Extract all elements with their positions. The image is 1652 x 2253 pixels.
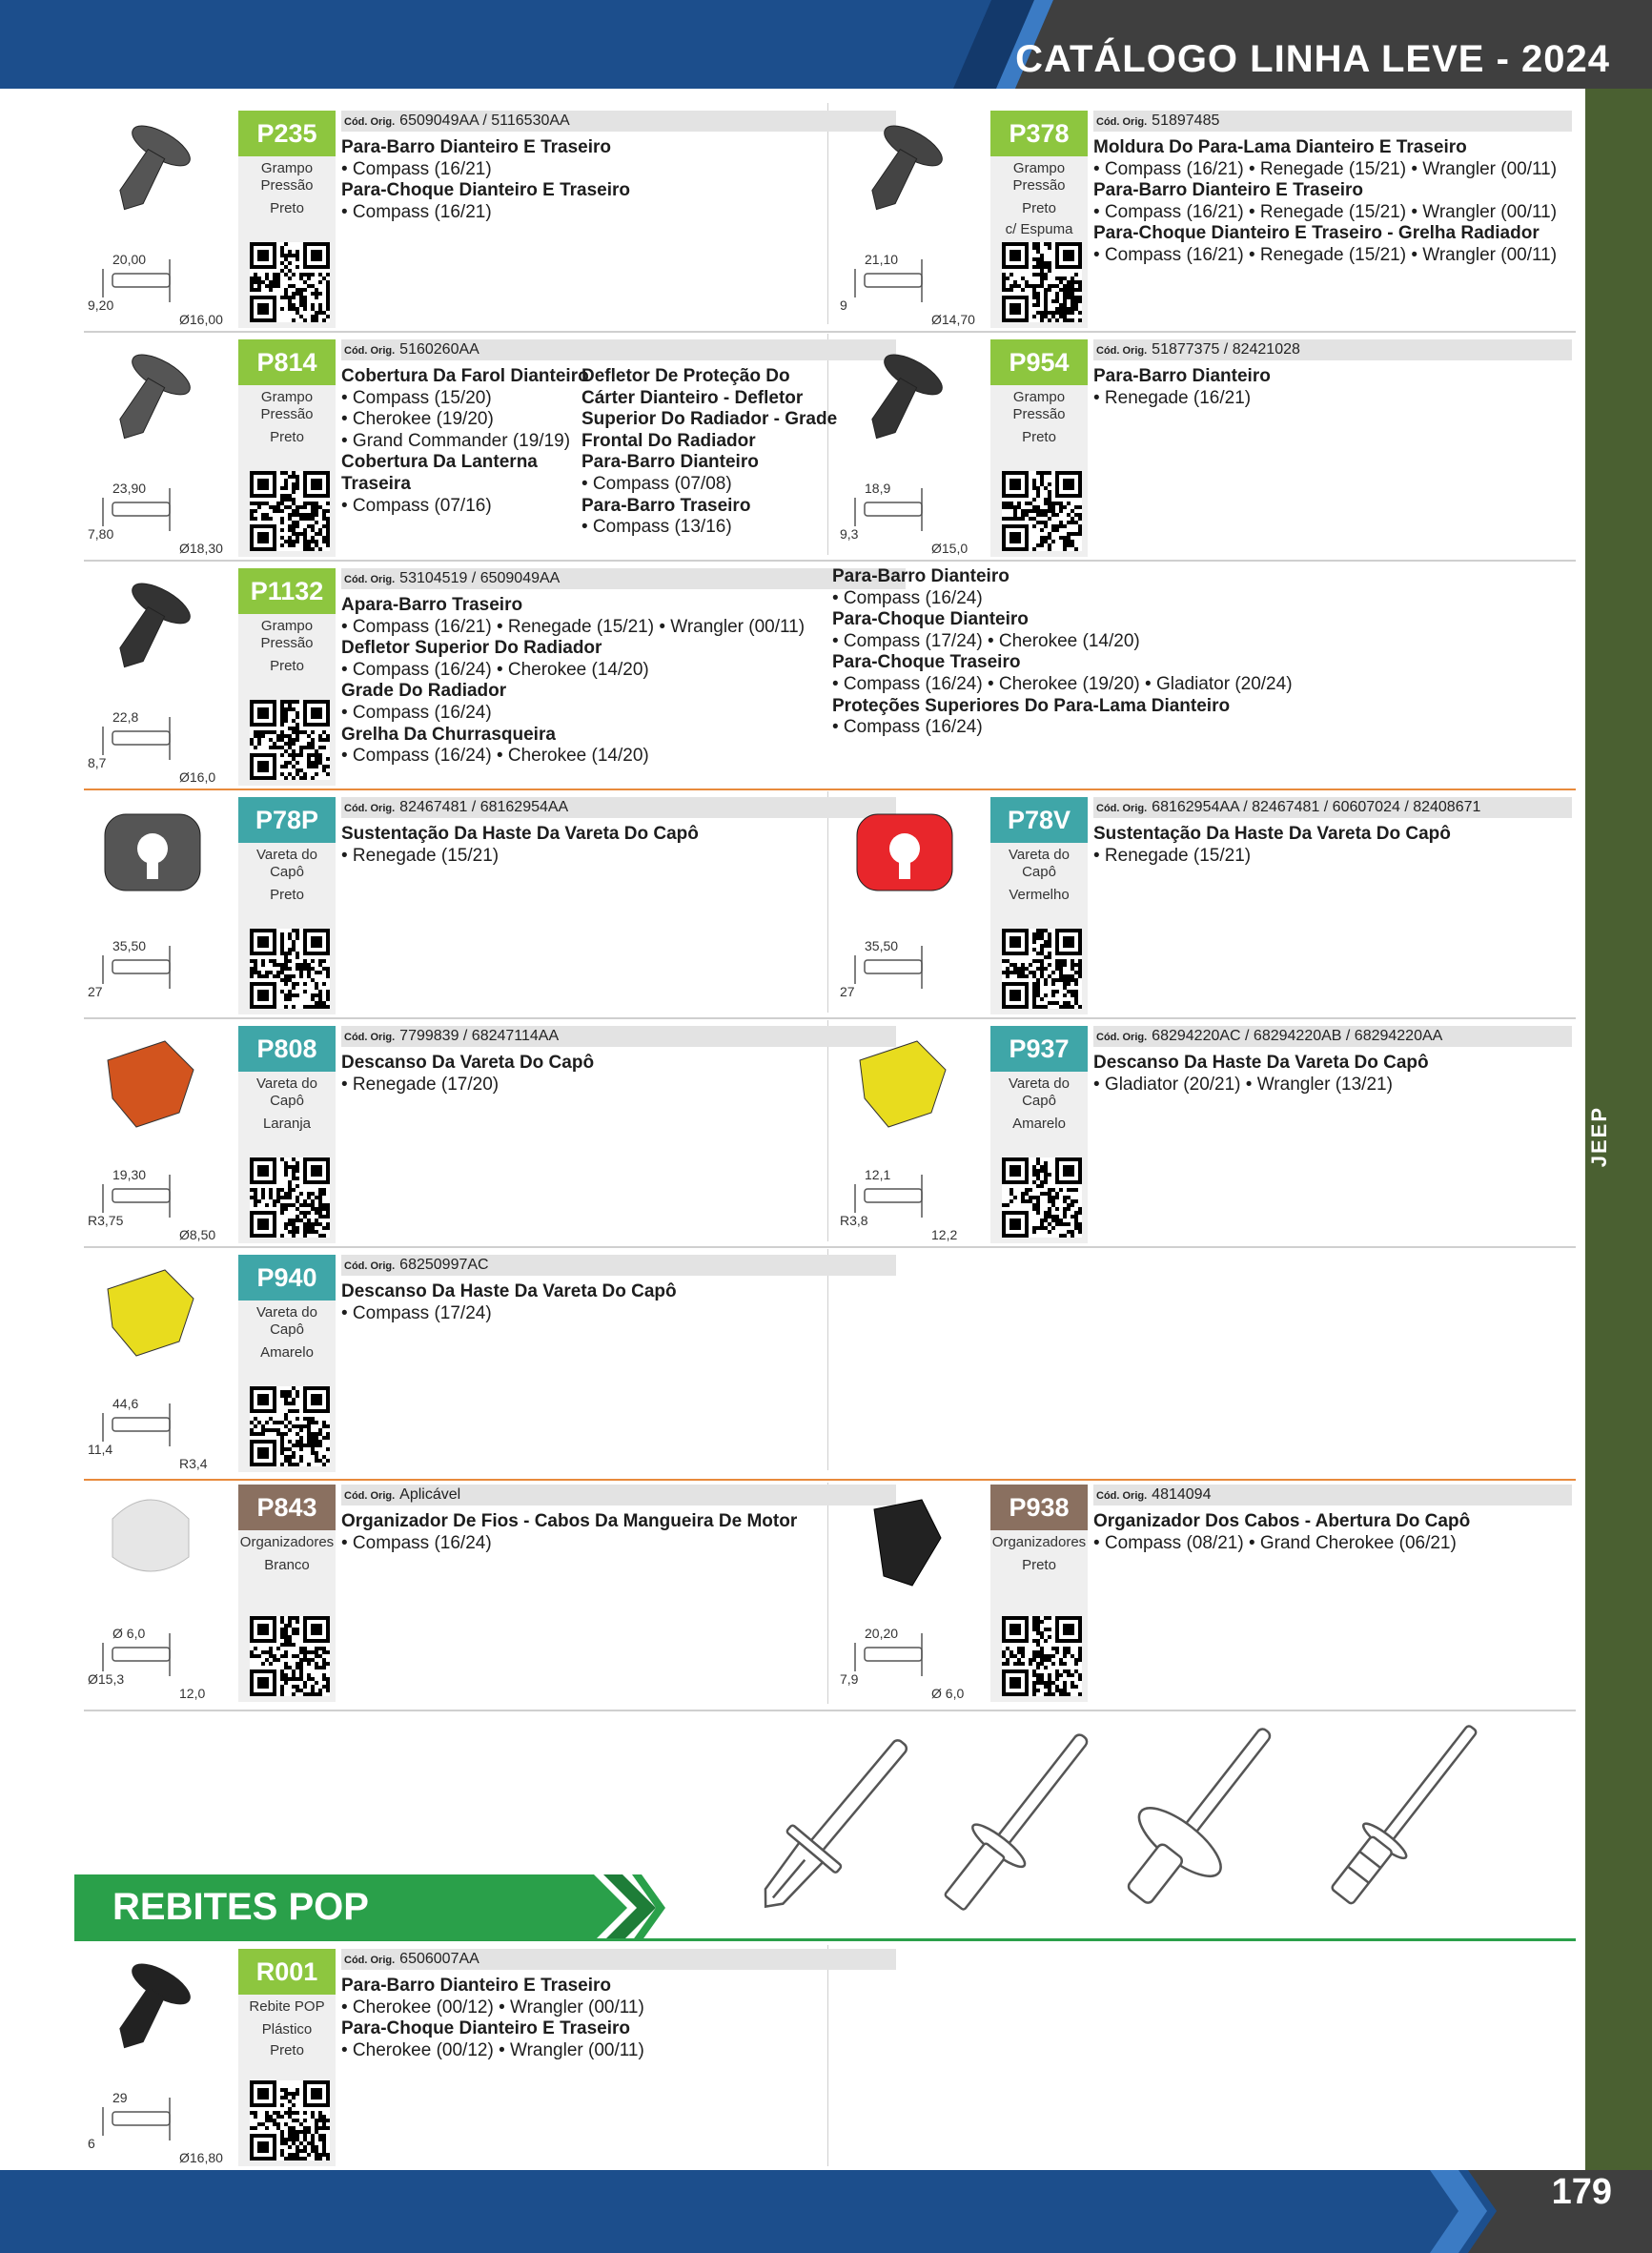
application-models: • Cherokee (00/12) • Wrangler (00/11) xyxy=(341,2039,644,2060)
application-title: Apara-Barro Traseiro xyxy=(341,595,523,615)
product-variant: Preto xyxy=(270,2042,304,2058)
product-entry xyxy=(84,793,904,1022)
product-variant: Preto xyxy=(270,658,304,674)
dimension-label: 35,50 xyxy=(865,938,899,953)
dimension-label: 22,8 xyxy=(112,709,139,725)
original-code-value: Aplicável xyxy=(399,1486,461,1503)
code-box xyxy=(238,797,336,1014)
original-code-value: 4814094 xyxy=(1152,1486,1212,1503)
dimension-label: 12,1 xyxy=(865,1167,891,1182)
product-entry xyxy=(84,107,904,336)
application-list xyxy=(1093,137,1557,267)
original-code xyxy=(341,1255,896,1276)
application-title: Descanso Da Haste Da Vareta Do Capô xyxy=(341,1281,677,1301)
application-title: Para-Barro Dianteiro xyxy=(832,566,1010,586)
product-variant: Preto xyxy=(270,429,304,445)
application-models: • Renegade (15/21) xyxy=(1093,845,1252,866)
dimension-label: 7,9 xyxy=(840,1671,859,1687)
product-variant: Preto xyxy=(270,887,304,903)
product-category: Grampo Pressão xyxy=(260,160,314,194)
application-models: • Grand Commander (19/19) xyxy=(341,430,571,451)
product-variant: Laranja xyxy=(262,1116,312,1132)
application-list-secondary xyxy=(581,366,837,539)
application-models: • Compass (16/21) xyxy=(341,201,492,222)
original-code xyxy=(1093,111,1572,132)
dimension-label: Ø15,3 xyxy=(88,1671,125,1687)
application-models: • Compass (16/24) xyxy=(341,1532,492,1553)
catalog-title: CATÁLOGO LINHA LEVE - 2024 xyxy=(1015,38,1610,80)
original-code xyxy=(341,797,896,818)
application-title: Para-Choque Dianteiro E Traseiro xyxy=(341,2018,631,2039)
page-number: 179 xyxy=(1551,2172,1612,2212)
product-variant: Preto xyxy=(1022,1557,1056,1573)
original-code-label: Cód. Orig. xyxy=(344,345,396,357)
code-box xyxy=(238,1485,336,1702)
product-category: Grampo Pressão xyxy=(1012,160,1066,194)
application-models: • Compass (15/20) xyxy=(341,387,492,408)
application-models: • Compass (16/21) • Renegade (15/21) • Wrangler (00/11) xyxy=(1093,244,1558,265)
original-code-value: 6506007AA xyxy=(399,1951,479,1967)
application-models: • Compass (16/24) • Cherokee (14/20) xyxy=(341,746,649,767)
original-code-value: 51877375 / 82421028 xyxy=(1152,341,1300,358)
product-code: P954 xyxy=(990,339,1088,385)
application-models: • Compass (13/16) xyxy=(581,517,732,538)
product-entry xyxy=(84,1022,904,1251)
dimension-label: Ø8,50 xyxy=(179,1227,216,1242)
application-models: • Compass (07/08) xyxy=(581,473,732,494)
dimension-label: Ø 6,0 xyxy=(112,1626,146,1641)
dimension-label: 8,7 xyxy=(88,755,107,770)
product-category: Vareta do Capô xyxy=(256,1304,317,1338)
dimension-label: 12,0 xyxy=(179,1686,206,1701)
original-code xyxy=(341,339,896,360)
original-code-label: Cód. Orig. xyxy=(1096,1032,1148,1043)
code-box xyxy=(990,339,1088,557)
application-models: • Compass (16/24) xyxy=(832,587,983,608)
original-code-value: 68162954AA / 82467481 / 60607024 / 82408671 xyxy=(1152,799,1481,815)
product-category: Grampo Pressão xyxy=(260,618,314,651)
application-list xyxy=(341,1511,797,1554)
product-category: Organizadores xyxy=(991,1534,1087,1550)
product-variant: Preto xyxy=(270,200,304,216)
qr-code-icon xyxy=(250,1157,330,1238)
dimension-label: 29 xyxy=(112,2090,128,2105)
qr-code-icon xyxy=(250,1616,330,1696)
original-code-label: Cód. Orig. xyxy=(344,574,396,585)
dimension-label: Ø16,00 xyxy=(179,312,223,327)
dimension-label: Ø16,80 xyxy=(179,2150,223,2165)
dimension-label: Ø18,30 xyxy=(179,541,223,556)
application-list xyxy=(341,366,589,517)
application-models: • Compass (16/24) xyxy=(832,717,983,738)
part-image xyxy=(84,793,225,1022)
application-list xyxy=(341,1281,677,1324)
application-models: • Compass (17/24) • Cherokee (14/20) xyxy=(832,630,1140,651)
qr-code-icon xyxy=(250,2080,330,2161)
original-code-value: 51897485 xyxy=(1152,113,1220,129)
original-code-value: 5160260AA xyxy=(399,341,479,358)
product-code: P814 xyxy=(238,339,336,385)
product-entry xyxy=(84,1481,904,1710)
qr-code-icon xyxy=(250,700,330,780)
product-category: Vareta do Capô xyxy=(256,847,317,880)
dimension-label: Ø 6,0 xyxy=(931,1686,965,1701)
application-title: Para-Barro Dianteiro xyxy=(1093,366,1271,386)
product-code: P378 xyxy=(990,111,1088,156)
application-title: Sustentação Da Haste Da Vareta Do Capô xyxy=(1093,824,1451,844)
product-entry xyxy=(836,1481,1580,1710)
page-header xyxy=(0,0,1652,89)
original-code-value: 68294220AC / 68294220AB / 68294220AA xyxy=(1152,1028,1443,1044)
product-entry xyxy=(836,1022,1580,1251)
product-code: R001 xyxy=(238,1949,336,1995)
application-title: Cobertura Da Lanterna xyxy=(341,452,538,473)
product-entry xyxy=(84,336,904,564)
original-code xyxy=(1093,339,1572,360)
dimension-label: 44,6 xyxy=(112,1396,139,1411)
application-title: Traseira xyxy=(341,473,411,494)
application-title: Para-Choque Dianteiro E Traseiro xyxy=(341,180,631,201)
qr-code-icon xyxy=(1002,929,1082,1009)
code-box xyxy=(990,1485,1088,1702)
product-category: Vareta do Capô xyxy=(1009,847,1070,880)
original-code xyxy=(341,1026,896,1047)
application-list xyxy=(341,1053,594,1096)
application-title: Moldura Do Para-Lama Dianteiro E Traseiro xyxy=(1093,137,1467,157)
original-code-value: 53104519 / 6509049AA xyxy=(399,570,561,586)
application-title: Para-Barro Dianteiro xyxy=(581,452,759,473)
application-models: • Compass (16/24) • Cherokee (19/20) • Gladiator (20/24) xyxy=(832,673,1293,694)
dimension-label: 9,20 xyxy=(88,297,114,313)
dimension-label: Ø15,0 xyxy=(931,541,969,556)
dimension-label: 21,10 xyxy=(865,252,899,267)
dimension-label: 9,3 xyxy=(840,526,859,542)
code-box xyxy=(238,111,336,328)
code-box xyxy=(990,111,1088,328)
application-list-secondary xyxy=(832,566,1293,739)
product-variant: c/ Espuma xyxy=(1005,221,1073,237)
product-code: P808 xyxy=(238,1026,336,1072)
product-category: Grampo Pressão xyxy=(1012,389,1066,422)
application-models: • Compass (16/21) • Renegade (15/21) • Wrangler (00/11) xyxy=(1093,201,1558,222)
application-title: Para-Choque Dianteiro E Traseiro - Grelha Radiador xyxy=(1093,223,1540,244)
original-code xyxy=(341,111,896,132)
application-title: Para-Choque Traseiro xyxy=(832,652,1021,673)
dimension-label: 18,9 xyxy=(865,481,891,496)
application-models: • Compass (16/21) xyxy=(341,158,492,179)
application-title: Frontal Do Radiador xyxy=(581,430,756,451)
application-models: • Compass (16/24) • Cherokee (14/20) xyxy=(341,659,649,680)
dimension-label: 27 xyxy=(88,984,103,999)
application-title: Grade Do Radiador xyxy=(341,681,507,702)
original-code-value: 82467481 / 68162954AA xyxy=(399,799,569,815)
original-code xyxy=(1093,1026,1572,1047)
part-image xyxy=(836,793,977,1022)
dimension-label: R3,75 xyxy=(88,1213,124,1228)
original-code xyxy=(341,1485,896,1505)
dimension-label: 19,30 xyxy=(112,1167,147,1182)
application-list xyxy=(1093,1511,1470,1554)
rivets-illustration xyxy=(705,1716,1525,1936)
product-category: Rebite POP xyxy=(249,1998,325,2015)
product-category: Organizadores xyxy=(239,1534,335,1550)
original-code-label: Cód. Orig. xyxy=(344,116,396,128)
application-title: Organizador Dos Cabos - Abertura Do Capô xyxy=(1093,1511,1471,1531)
dimension-label: 7,80 xyxy=(88,526,114,542)
brand-label: JEEP xyxy=(1587,1106,1611,1168)
application-list xyxy=(1093,1053,1429,1096)
application-models: • Gladiator (20/21) • Wrangler (13/21) xyxy=(1093,1074,1393,1095)
application-title: Sustentação Da Haste Da Vareta Do Capô xyxy=(341,824,699,844)
application-title: Para-Barro Dianteiro E Traseiro xyxy=(341,1976,611,1996)
qr-code-icon xyxy=(1002,242,1082,322)
application-title: Para-Barro Dianteiro E Traseiro xyxy=(341,137,611,157)
original-code-value: 6509049AA / 5116530AA xyxy=(399,113,570,129)
row-divider xyxy=(84,1710,1576,1711)
product-category: Grampo Pressão xyxy=(260,389,314,422)
dimension-label: R3,8 xyxy=(840,1213,868,1228)
application-list xyxy=(341,137,630,223)
application-title: Para-Barro Traseiro xyxy=(581,495,751,516)
product-code: P843 xyxy=(238,1485,336,1530)
part-image xyxy=(836,107,977,336)
dimension-label: 27 xyxy=(840,984,855,999)
application-models: • Compass (16/21) • Renegade (15/21) • Wrangler (00/11) xyxy=(1093,158,1558,179)
product-entry xyxy=(836,336,1580,564)
dimension-label: R3,4 xyxy=(179,1456,208,1471)
product-entry xyxy=(84,1945,904,2174)
dimension-label: 23,90 xyxy=(112,481,147,496)
dimension-label: 20,20 xyxy=(865,1626,899,1641)
code-box xyxy=(990,1026,1088,1243)
dimension-label: Ø14,70 xyxy=(931,312,975,327)
dimension-label: 20,00 xyxy=(112,252,147,267)
original-code-label: Cód. Orig. xyxy=(1096,1490,1148,1502)
application-title: Cárter Dianteiro - Defletor xyxy=(581,387,804,408)
product-entry xyxy=(84,1251,904,1480)
application-title: Para-Barro Dianteiro E Traseiro xyxy=(1093,180,1363,201)
original-code-label: Cód. Orig. xyxy=(344,1955,396,1966)
application-models: • Compass (07/16) xyxy=(341,495,492,516)
application-title: Superior Do Radiador - Grade xyxy=(581,409,838,430)
product-code: P937 xyxy=(990,1026,1088,1072)
application-list xyxy=(341,824,699,867)
original-code-label: Cód. Orig. xyxy=(1096,345,1148,357)
product-variant: Amarelo xyxy=(260,1344,314,1361)
qr-code-icon xyxy=(250,242,330,322)
product-code: P1132 xyxy=(238,568,336,614)
qr-code-icon xyxy=(1002,471,1082,551)
code-box xyxy=(238,339,336,557)
qr-code-icon xyxy=(1002,1616,1082,1696)
original-code-label: Cód. Orig. xyxy=(344,1490,396,1502)
section-underline xyxy=(74,1938,1576,1941)
product-variant: Amarelo xyxy=(1012,1116,1066,1132)
application-title: Organizador De Fios - Cabos Da Mangueira De Motor xyxy=(341,1511,798,1531)
product-variant: Preto xyxy=(1022,429,1056,445)
product-category: Vareta do Capô xyxy=(256,1075,317,1109)
original-code xyxy=(341,568,906,589)
application-models: • Compass (17/24) xyxy=(341,1302,492,1323)
application-models: • Renegade (15/21) xyxy=(341,845,500,866)
application-models: • Compass (16/21) • Renegade (15/21) • Wrangler (00/11) xyxy=(341,616,806,637)
original-code-label: Cód. Orig. xyxy=(344,1032,396,1043)
application-list xyxy=(341,595,805,768)
application-title: Descanso Da Vareta Do Capô xyxy=(341,1053,595,1073)
application-models: • Compass (16/24) xyxy=(341,702,492,723)
application-models: • Compass (08/21) • Grand Cherokee (06/21) xyxy=(1093,1532,1457,1553)
qr-code-icon xyxy=(250,471,330,551)
product-entry xyxy=(84,564,1571,793)
original-code-label: Cód. Orig. xyxy=(1096,116,1148,128)
original-code-label: Cód. Orig. xyxy=(344,803,396,814)
application-list xyxy=(1093,824,1451,867)
application-list xyxy=(341,1976,644,2061)
application-title: Para-Choque Dianteiro xyxy=(832,609,1029,630)
product-variant: Branco xyxy=(264,1557,310,1573)
original-code xyxy=(1093,1485,1572,1505)
code-box xyxy=(990,797,1088,1014)
product-code: P235 xyxy=(238,111,336,156)
application-list xyxy=(1093,366,1271,409)
original-code xyxy=(341,1949,896,1970)
original-code xyxy=(1093,797,1572,818)
dimension-label: Ø16,0 xyxy=(179,769,216,785)
product-variant: Preto xyxy=(1022,200,1056,216)
product-variant: Vermelho xyxy=(1009,887,1070,903)
qr-code-icon xyxy=(250,929,330,1009)
application-models: • Cherokee (19/20) xyxy=(341,409,494,430)
dimension-label: 6 xyxy=(88,2136,95,2151)
product-variant: Plástico xyxy=(261,2021,313,2038)
application-models: • Renegade (16/21) xyxy=(1093,387,1252,408)
original-code-label: Cód. Orig. xyxy=(344,1260,396,1272)
dimension-label: 9 xyxy=(840,297,847,313)
original-code-value: 7799839 / 68247114AA xyxy=(399,1028,560,1044)
application-title: Defletor De Proteção Do xyxy=(581,366,790,386)
product-category: Vareta do Capô xyxy=(1009,1075,1070,1109)
application-title: Descanso Da Haste Da Vareta Do Capô xyxy=(1093,1053,1429,1073)
original-code-value: 68250997AC xyxy=(399,1257,489,1273)
product-code: P78V xyxy=(990,797,1088,843)
application-title: Defletor Superior Do Radiador xyxy=(341,638,602,659)
section-title: REBITES POP xyxy=(112,1886,369,1928)
application-title: Grelha Da Churrasqueira xyxy=(341,724,556,745)
dimension-label: 11,4 xyxy=(88,1442,113,1457)
qr-code-icon xyxy=(1002,1157,1082,1238)
application-models: • Renegade (17/20) xyxy=(341,1074,500,1095)
product-code: P78P xyxy=(238,797,336,843)
code-box xyxy=(238,1949,336,2166)
page-footer xyxy=(0,2170,1652,2253)
application-title: Cobertura Da Farol Dianteiro xyxy=(341,366,589,386)
dimension-label: 35,50 xyxy=(112,938,147,953)
product-code: P940 xyxy=(238,1255,336,1301)
code-box xyxy=(238,1255,336,1472)
dimension-label: 12,2 xyxy=(931,1227,958,1242)
application-title: Proteções Superiores Do Para-Lama Dianteiro xyxy=(832,695,1231,716)
product-code: P938 xyxy=(990,1485,1088,1530)
original-code-label: Cód. Orig. xyxy=(1096,803,1148,814)
qr-code-icon xyxy=(250,1386,330,1466)
code-box xyxy=(238,568,336,786)
product-entry xyxy=(836,107,1580,336)
code-box xyxy=(238,1026,336,1243)
product-entry xyxy=(836,793,1580,1022)
application-models: • Cherokee (00/12) • Wrangler (00/11) xyxy=(341,1997,644,2017)
part-image xyxy=(84,1945,225,2174)
